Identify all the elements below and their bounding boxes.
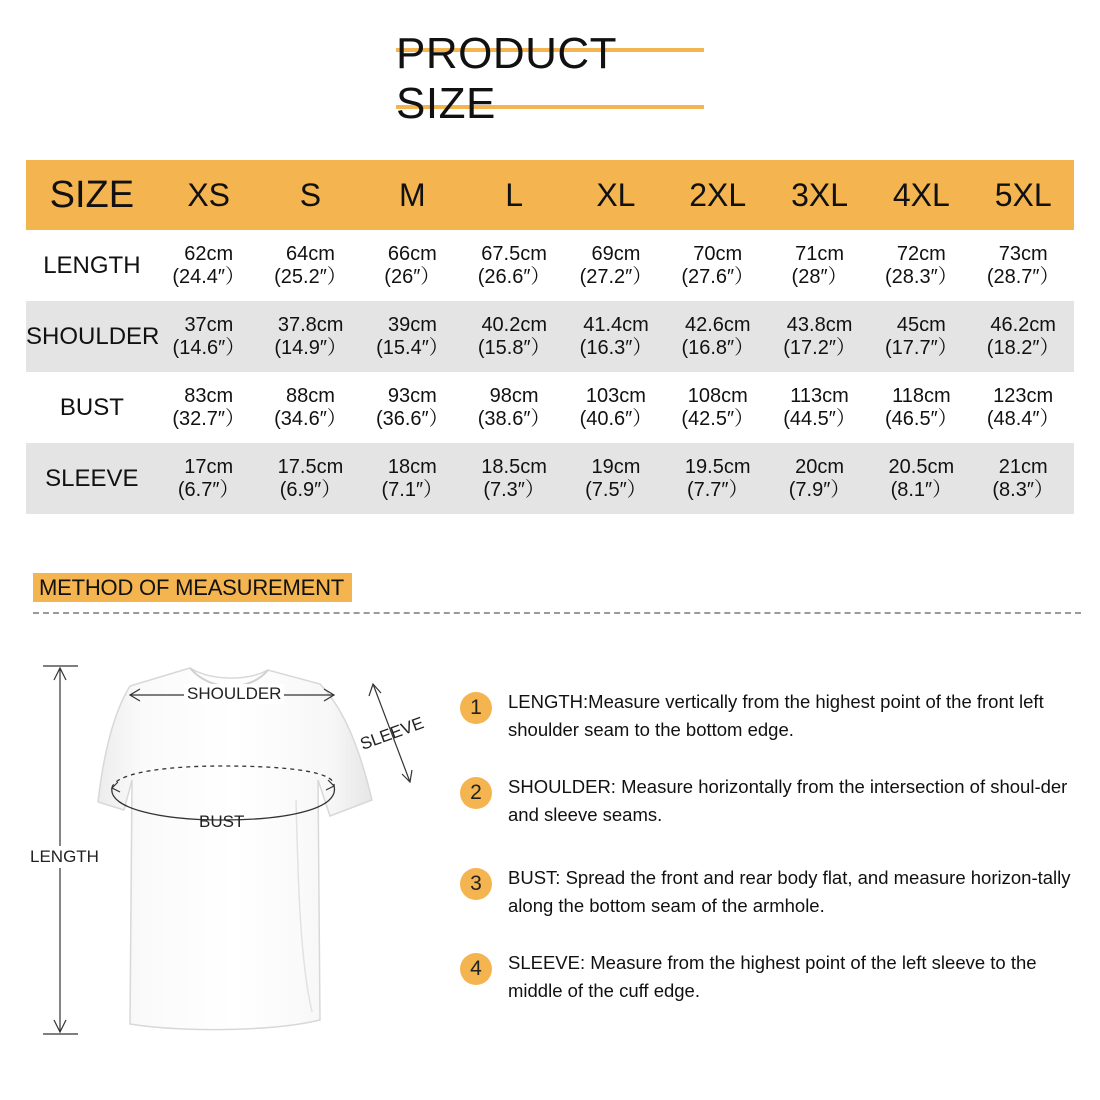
table-cell-m <box>362 314 464 360</box>
step-text: BUST: Spread the front and rear body flat, and measure horizon-tally along the bottom seam of the armhole. <box>508 867 1071 916</box>
table-cell-l <box>463 314 565 360</box>
instruction-item <box>460 949 1080 1005</box>
table-cell-5xl <box>972 314 1074 360</box>
cm-value: 69cm <box>591 242 641 265</box>
cm-value: 21cm <box>998 455 1048 478</box>
inch-value: (27.2″） <box>579 265 653 288</box>
cm-value: 18cm <box>387 455 437 478</box>
cm-value: 20cm <box>795 455 844 478</box>
inch-value: (28″） <box>791 265 848 288</box>
cm-value: 118cm <box>892 384 951 407</box>
diagram-label-shoulder: SHOULDER <box>184 684 284 704</box>
diagram-label-bust: BUST <box>199 812 245 831</box>
inch-value: (25.2″） <box>274 265 347 288</box>
table-cell-4xl <box>870 243 972 289</box>
inch-value: (7.7″） <box>686 478 749 501</box>
inch-value: (27.6″） <box>681 265 755 288</box>
cm-value: 88cm <box>286 384 335 407</box>
size-column-s: S <box>299 176 322 213</box>
inch-value: (46.5″） <box>885 407 958 430</box>
table-cell-3xl <box>769 385 871 431</box>
table-cell-xs <box>158 243 260 289</box>
cm-value: 62cm <box>184 242 234 265</box>
cm-value: 18.5cm <box>481 455 547 478</box>
diagram-label-length: LENGTH <box>27 847 102 867</box>
cm-value: 20.5cm <box>888 455 955 478</box>
cm-value: 83cm <box>184 384 234 407</box>
inch-value: (7.9″） <box>788 478 851 501</box>
table-cell-s <box>260 243 362 289</box>
table-row-shoulder <box>26 301 1074 372</box>
inch-value: (40.6″） <box>579 407 653 430</box>
inch-value: (28.3″） <box>885 265 958 288</box>
inch-value: (28.7″） <box>986 265 1060 288</box>
inch-value: (6.7″） <box>177 478 240 501</box>
cm-value: 19cm <box>591 455 641 478</box>
inch-value: (8.1″） <box>890 478 953 501</box>
cm-value: 93cm <box>387 384 437 407</box>
inch-value: (15.4″） <box>376 336 449 359</box>
table-row-length <box>26 230 1074 301</box>
table-cell-l <box>463 385 565 431</box>
cm-value: 19.5cm <box>684 455 751 478</box>
method-banner: METHOD OF MEASUREMENT <box>33 573 352 602</box>
inch-value: (8.3″） <box>992 478 1054 501</box>
inch-value: (7.1″） <box>381 478 444 501</box>
cm-value: 73cm <box>998 242 1048 265</box>
table-cell-l <box>463 243 565 289</box>
table-cell-5xl <box>972 385 1074 431</box>
inch-value: (24.4″） <box>172 265 245 288</box>
cm-value: 72cm <box>896 242 946 265</box>
size-column-3xl: 3XL <box>791 176 848 213</box>
cm-value: 103cm <box>585 384 646 407</box>
table-cell-m <box>361 385 463 431</box>
cm-value: 37.8cm <box>277 313 344 336</box>
inch-value: (26.6″） <box>477 265 551 288</box>
row-label: BUST <box>59 393 124 421</box>
cm-value: 64cm <box>286 242 335 265</box>
dashed-divider <box>33 612 1081 614</box>
table-cell-2xl <box>667 314 769 360</box>
cm-value: 46.2cm <box>990 313 1056 336</box>
table-cell-5xl <box>972 243 1074 289</box>
inch-value: (42.5″） <box>681 407 755 430</box>
instruction-item <box>460 864 1080 920</box>
cm-value: 40.2cm <box>481 313 548 336</box>
cm-value: 123cm <box>993 384 1054 407</box>
cm-value: 71cm <box>795 242 844 265</box>
row-label: LENGTH <box>43 251 141 279</box>
table-cell-3xl <box>769 456 871 502</box>
table-cell-s <box>260 456 362 502</box>
table-header-row <box>26 160 1074 230</box>
header-size-label: SIZE <box>49 173 135 216</box>
cm-value: 42.6cm <box>685 313 751 336</box>
cm-value: 41.4cm <box>583 313 649 336</box>
table-cell-xl <box>565 385 667 431</box>
size-column-xl: XL <box>596 176 636 213</box>
table-cell-xs <box>158 456 260 502</box>
inch-value: (26″） <box>384 265 441 288</box>
cm-value: 66cm <box>387 242 437 265</box>
table-cell-xl <box>565 456 667 502</box>
table-cell-xl <box>565 243 667 289</box>
row-label: SLEEVE <box>45 464 139 492</box>
size-column-xs: XS <box>187 176 230 213</box>
cm-value: 113cm <box>790 384 849 407</box>
cm-value: 45cm <box>896 313 946 336</box>
instruction-item <box>460 773 1080 829</box>
table-cell-l <box>463 456 565 502</box>
cm-value: 39cm <box>388 313 437 336</box>
table-cell-5xl <box>972 456 1074 502</box>
row-label: SHOULDER <box>26 322 160 350</box>
cm-value: 70cm <box>693 242 743 265</box>
table-row-bust <box>26 372 1074 443</box>
step-number-badge: 3 <box>460 868 492 900</box>
size-column-5xl: 5XL <box>994 176 1052 213</box>
inch-value: (17.7″） <box>885 336 958 359</box>
instruction-item <box>460 688 1080 744</box>
page-title: PRODUCT SIZE <box>396 28 617 128</box>
inch-value: (18.2″） <box>986 336 1060 359</box>
inch-value: (44.5″） <box>783 407 856 430</box>
cm-value: 43.8cm <box>786 313 853 336</box>
step-text: LENGTH:Measure vertically from the highest point of the front left shoulder seam to the bottom edge. <box>508 691 1044 740</box>
table-cell-4xl <box>870 314 972 360</box>
inch-value: (7.5″） <box>585 478 647 501</box>
table-cell-2xl <box>667 243 769 289</box>
step-number-badge: 2 <box>460 777 492 809</box>
table-cell-s <box>260 385 362 431</box>
size-column-2xl: 2XL <box>689 176 747 213</box>
cm-value: 17.5cm <box>277 455 344 478</box>
table-cell-m <box>361 456 463 502</box>
cm-value: 17cm <box>184 455 234 478</box>
inch-value: (16.3″） <box>579 336 653 359</box>
cm-value: 37cm <box>184 313 234 336</box>
inch-value: (14.6″） <box>172 336 246 359</box>
table-cell-xl <box>565 314 667 360</box>
size-column-l: L <box>505 176 523 213</box>
table-body <box>26 230 1074 514</box>
step-text: SHOULDER: Measure horizontally from the intersection of shoul-der and sleeve seams. <box>508 776 1068 825</box>
table-cell-xs <box>158 385 260 431</box>
cm-value: 108cm <box>687 384 748 407</box>
cm-value: 67.5cm <box>481 242 547 265</box>
t-shirt-body <box>98 668 372 1030</box>
step-number-badge: 4 <box>460 953 492 985</box>
cm-value: 98cm <box>489 384 539 407</box>
inch-value: (6.9″） <box>279 478 342 501</box>
step-text: SLEEVE: Measure from the highest point of the left sleeve to the middle of the cuff edge. <box>508 952 1037 1001</box>
measurement-diagram <box>0 640 450 1060</box>
table-cell-2xl <box>667 385 769 431</box>
step-number-badge: 1 <box>460 692 492 724</box>
table-cell-2xl <box>667 456 769 502</box>
inch-value: (34.6″） <box>274 407 347 430</box>
table-cell-4xl <box>870 456 972 502</box>
table-row-sleeve <box>26 443 1074 514</box>
inch-value: (14.9″） <box>274 336 347 359</box>
size-table <box>26 160 1074 514</box>
inch-value: (15.8″） <box>477 336 551 359</box>
size-column-4xl: 4XL <box>892 176 950 213</box>
size-column-m: M <box>398 176 426 213</box>
table-cell-3xl <box>769 314 871 360</box>
table-cell-xs <box>158 314 260 360</box>
inch-value: (17.2″） <box>783 336 856 359</box>
inch-value: (32.7″） <box>172 407 245 430</box>
table-cell-3xl <box>769 243 871 289</box>
inch-value: (16.8″） <box>681 336 755 359</box>
inch-value: (36.6″） <box>375 407 449 430</box>
table-cell-4xl <box>870 385 972 431</box>
table-cell-s <box>260 314 362 360</box>
inch-value: (48.4″） <box>986 407 1060 430</box>
inch-value: (7.3″） <box>483 478 545 501</box>
inch-value: (38.6″） <box>477 407 551 430</box>
diagram-label-sleeve: SLEEVE <box>357 713 427 754</box>
title-frame <box>396 28 704 128</box>
table-cell-m <box>361 243 463 289</box>
